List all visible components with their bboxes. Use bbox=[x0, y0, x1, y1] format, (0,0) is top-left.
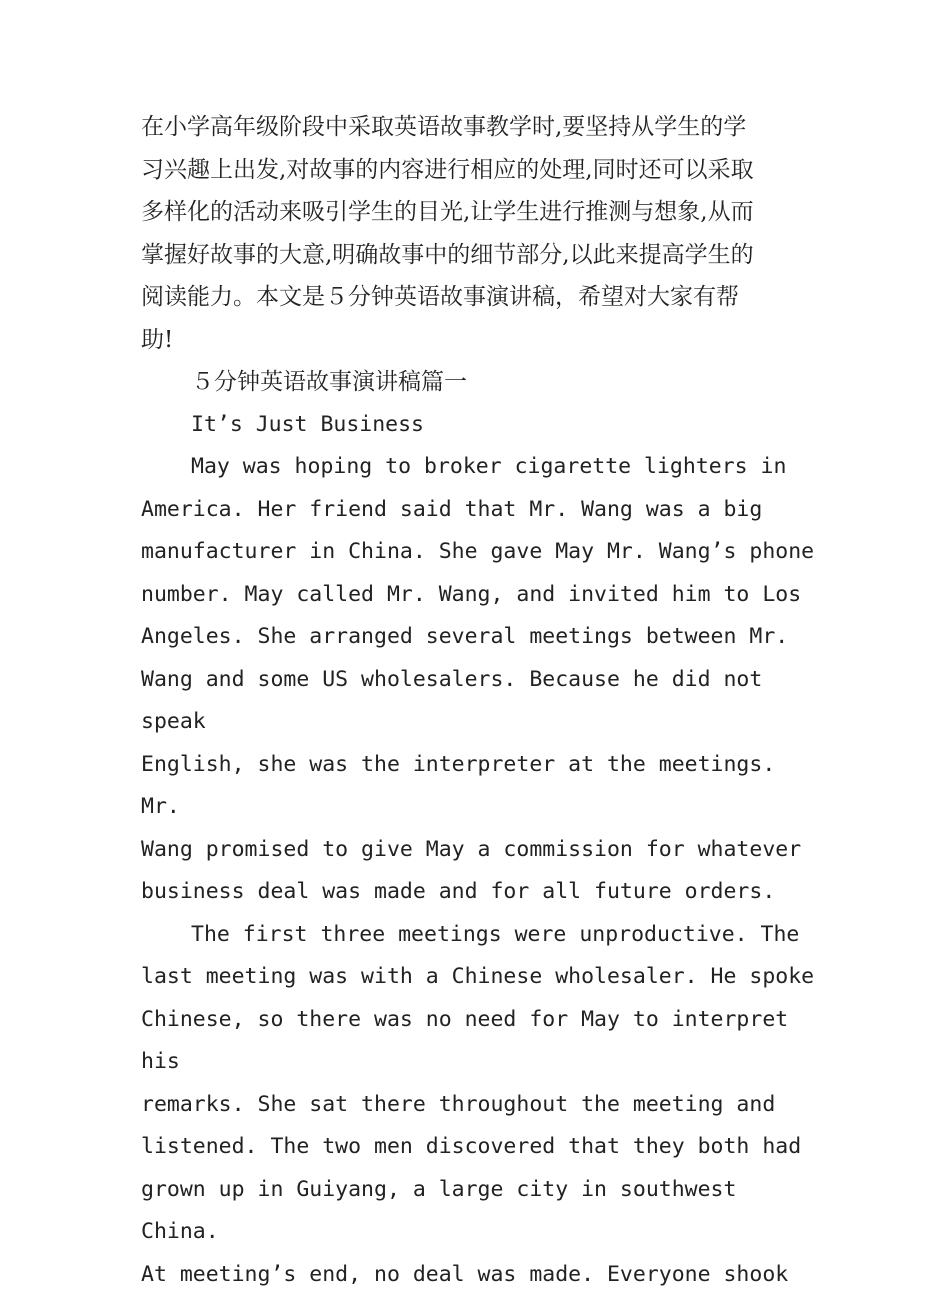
story-paragraph-1: May was hoping to broker cigarette lighters in America. Her friend said that Mr. Wang was a big manufacturer in China. She gave May Mr. Wang’s phone number. May called Mr. Wang, and invited him to Los Angeles. She arranged several meetings between Mr. Wang and some US wholesalers. Because he did not speak English, she was the interpreter at the meetings. Mr. Wang promised to give May a commission for whatever business deal was made and for all future orders. bbox=[141, 446, 816, 914]
section-heading: ５分钟英语故事演讲稿篇一 bbox=[141, 361, 816, 404]
story-title: It’s Just Business bbox=[141, 404, 816, 447]
document-body bbox=[141, 106, 816, 1296]
intro-paragraph: 在小学高年级阶段中采取英语故事教学时,要坚持从学生的学 习兴趣上出发,对故事的内容进行相应的处理,同时还可以采取 多样化的活动来吸引学生的目光,让学生进行推测与想象,从而 掌握好故事的大意,明确故事中的细节部分,以此来提高学生的 阅读能力。本文是５分钟英语故事演讲稿，希望对大家有帮 助! bbox=[141, 106, 816, 361]
story-paragraph-2: The first three meetings were unproductive. The last meeting was with a Chinese wholesaler. He spoke Chinese, so there was no need for May to interpret his remarks. She sat there throughout the meeting and listened. The two men discovered that they both had grown up in Guiyang, a large city in southwest China. At meeting’s end, no deal was made. Everyone shook bbox=[141, 914, 816, 1296]
